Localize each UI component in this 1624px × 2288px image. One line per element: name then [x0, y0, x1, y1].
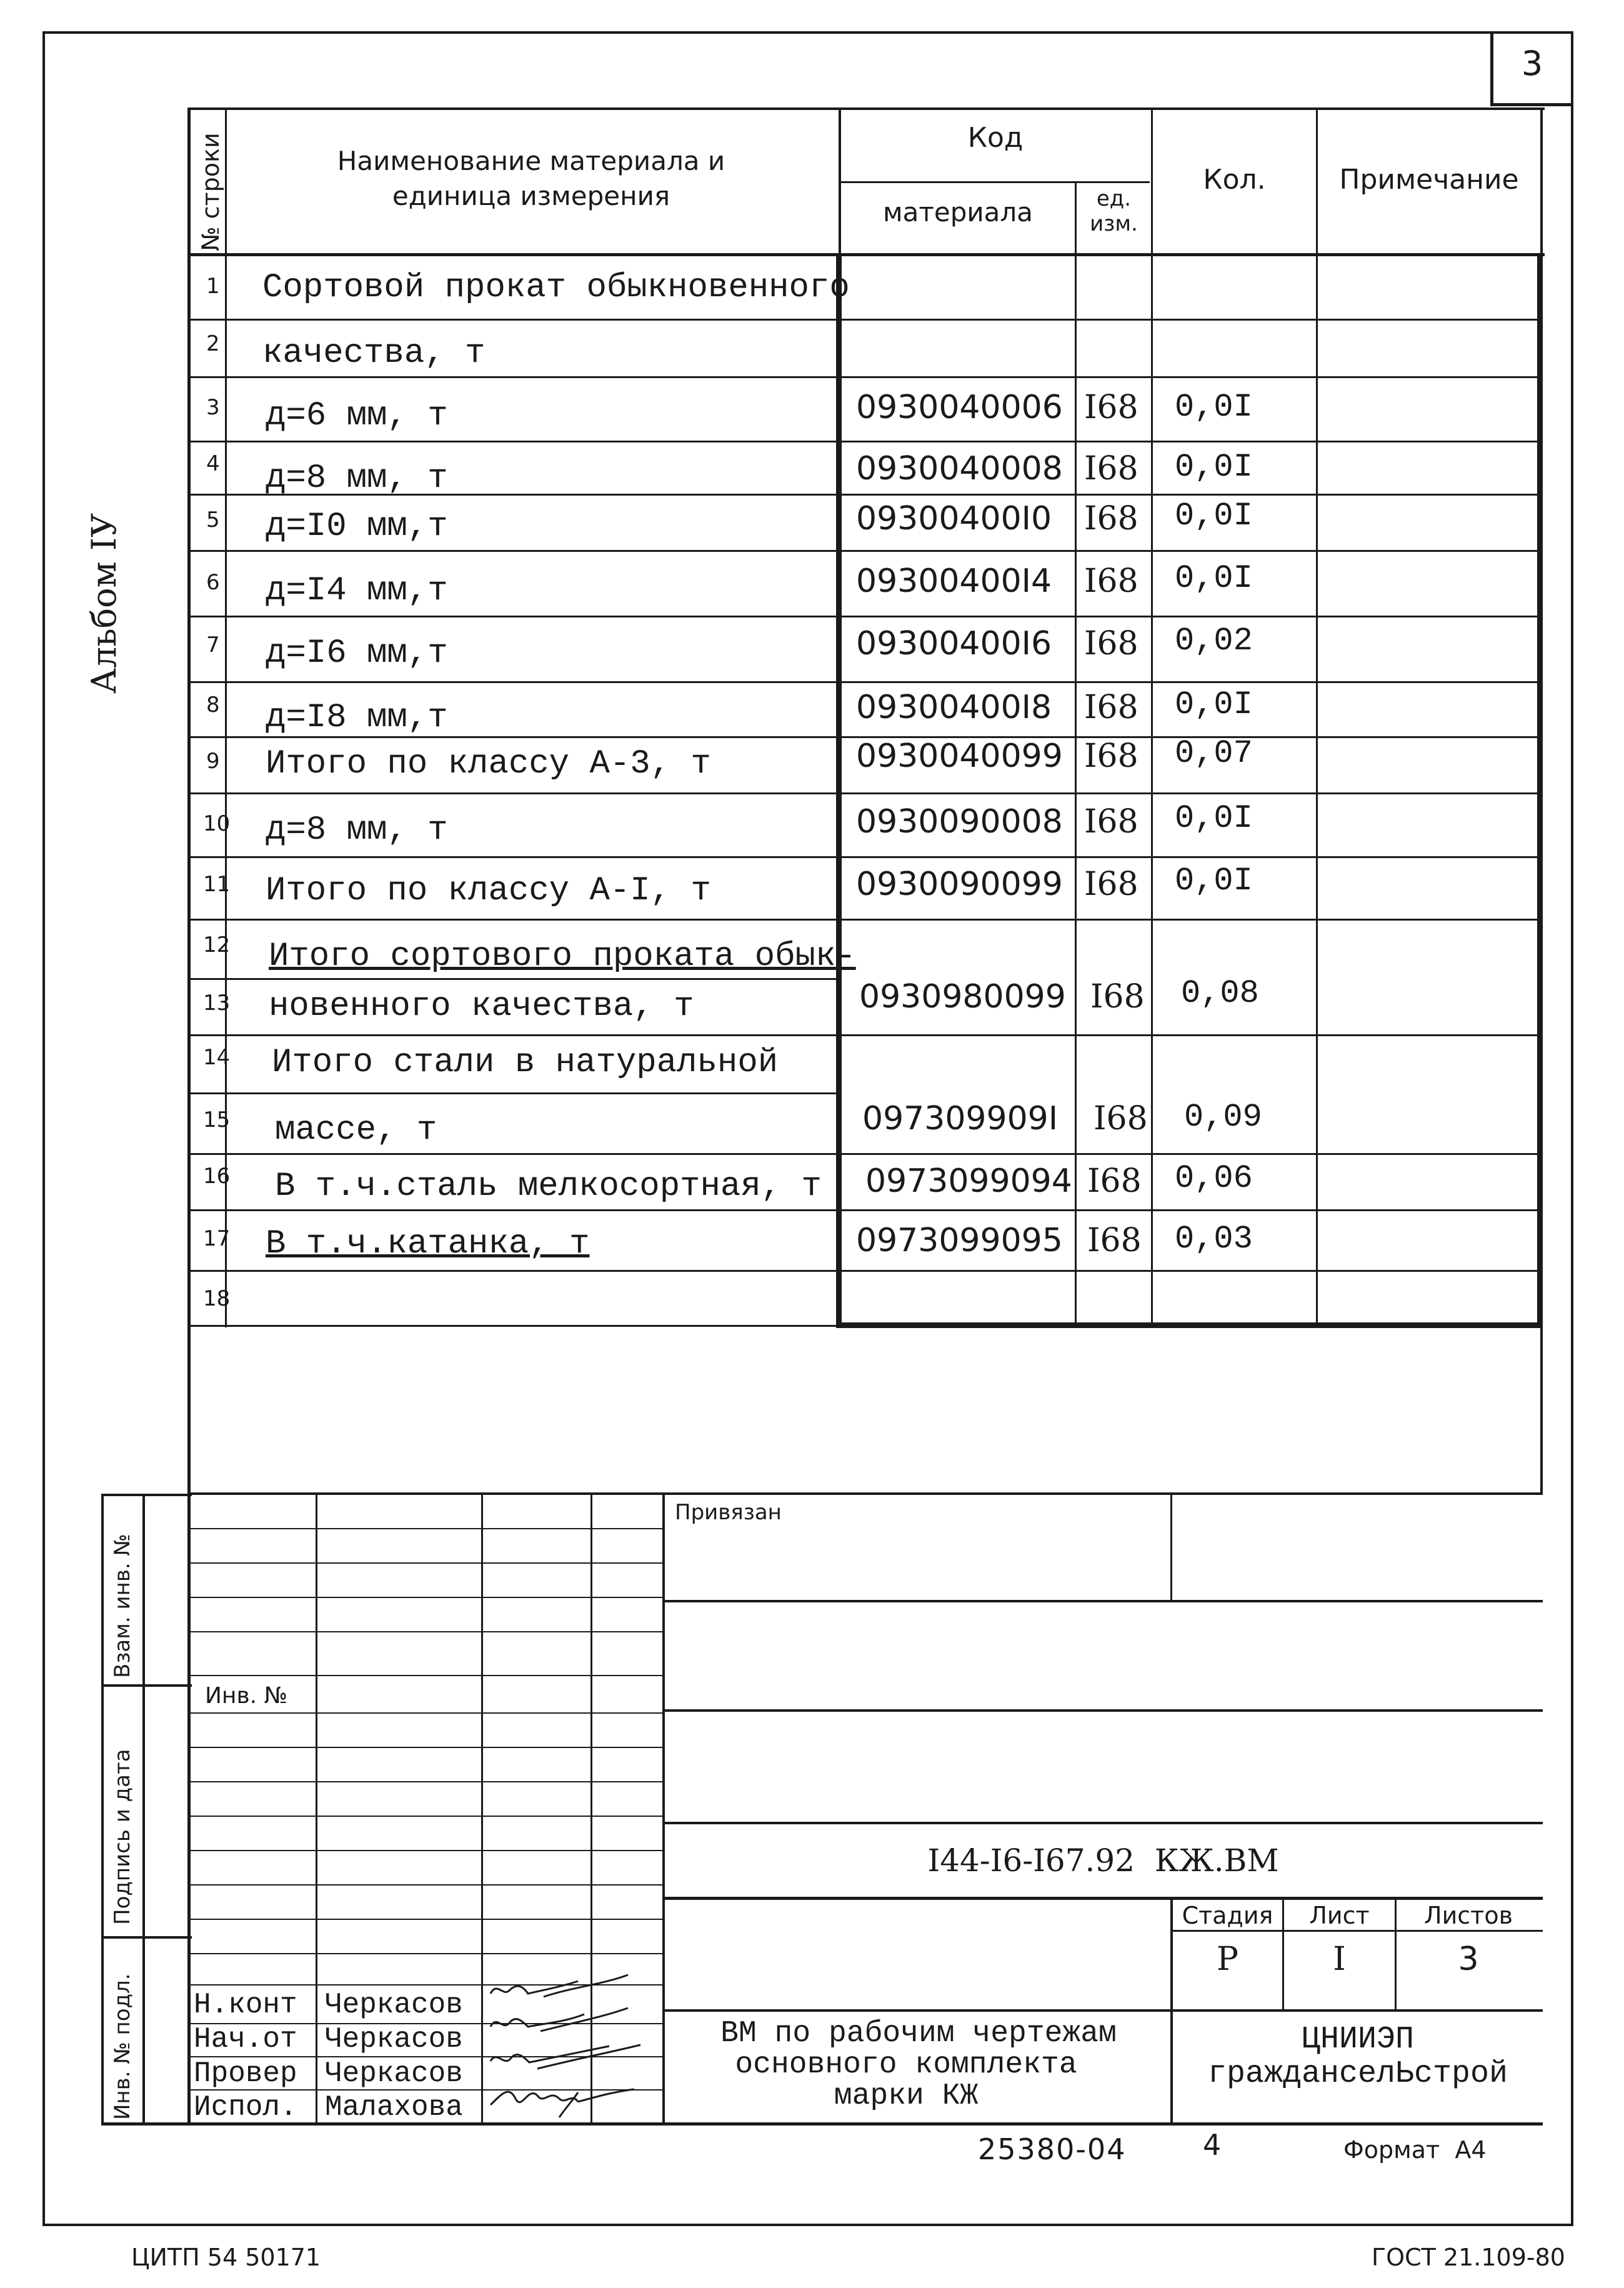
row-number: 17: [203, 1226, 231, 1251]
row-unit: I68: [1090, 978, 1145, 1016]
row-name: д=I6 мм,т: [266, 634, 448, 672]
document-title-line3: марки КЖ: [834, 2079, 979, 2113]
row-name: д=8 мм, т: [266, 811, 448, 849]
row-code: 0930980099: [859, 978, 1066, 1016]
row-number: 6: [206, 570, 220, 595]
title-org-line: [664, 2009, 1543, 2012]
row-name: Итого по классу А-I, т: [266, 872, 711, 910]
stamp-grid-line: [187, 1816, 664, 1817]
stage-header-line: [1170, 1930, 1543, 1932]
row-name: Сортовой прокат обыкновенного: [262, 269, 850, 307]
stamp-band-sep1: [101, 1684, 192, 1687]
frame-right: [1571, 31, 1573, 2225]
row-unit: I68: [1084, 866, 1138, 903]
col-unit-line: [1075, 181, 1077, 1327]
privyazan-label: Привязан: [675, 1500, 782, 1525]
role-nach-ot: Нач.от: [194, 2023, 297, 2056]
row-line: [187, 978, 837, 980]
stamp-band-left: [101, 1494, 104, 2125]
header-material-name: Наименование материала и единица измерения: [337, 146, 725, 211]
header-row-number: № строки: [197, 132, 224, 251]
stamp-grid-line: [187, 1747, 664, 1748]
row-qty: 0,0I: [1175, 497, 1253, 534]
row-name: д=I0 мм,т: [266, 507, 448, 546]
inv-no-label: Инв. №: [201, 1683, 291, 1709]
row-qty: 0,0I: [1175, 862, 1253, 899]
row-code: 0930090008: [856, 803, 1063, 841]
left-code: ЦИТП 54 50171: [131, 2244, 321, 2271]
row-unit: I68: [1087, 1222, 1142, 1259]
col-note-line: [1316, 107, 1318, 1327]
row-name: д=I8 мм,т: [266, 699, 448, 737]
row-line: [187, 1153, 1540, 1155]
header-bottom: [187, 253, 1545, 256]
table-top: [187, 107, 1545, 110]
sheets-label: Листов: [1424, 1902, 1513, 1929]
stamp-area-left: [187, 1327, 191, 2125]
format-label: Формат А4: [1343, 2136, 1487, 2164]
row-line: [187, 1034, 1540, 1036]
row-name: новенного качества, т: [269, 987, 694, 1026]
stamp-grid-line: [187, 1850, 664, 1851]
sheet-number-box-bottom: [1490, 103, 1573, 106]
row-number: 3: [206, 395, 220, 420]
row-unit: I68: [1084, 389, 1138, 426]
row-unit: I68: [1093, 1100, 1148, 1137]
row-number: 14: [203, 1045, 231, 1070]
row-code: 0973099094: [865, 1162, 1072, 1200]
row-number: 15: [203, 1107, 231, 1132]
row-name: массе, т: [275, 1111, 437, 1149]
organization-line1: ЦНИИЭП: [1301, 2022, 1415, 2057]
gost-label: ГОСТ 21.109-80: [1372, 2244, 1565, 2271]
stamp-grid-line: [187, 1675, 664, 1676]
row-number: 7: [206, 632, 220, 657]
stamp-grid-line: [187, 1562, 664, 1564]
col-qty-line: [1151, 107, 1153, 1327]
stamp-top: [187, 1492, 1543, 1495]
row-qty: 0,06: [1175, 1160, 1253, 1197]
data-thick-right: [1537, 253, 1543, 1328]
row-line: [187, 441, 1540, 442]
row-name: Итого по классу А-3, т: [266, 745, 711, 783]
row-number: 11: [203, 872, 231, 897]
designation: I44-I6-I67.92 КЖ.ВМ: [927, 1842, 1279, 1879]
row-qty: 0,0I: [1175, 389, 1253, 426]
header-quantity: Кол.: [1203, 164, 1266, 196]
row-unit: I68: [1084, 500, 1138, 537]
role-ispol: Испол.: [194, 2091, 297, 2124]
table-left: [187, 107, 191, 1327]
data-thick-left: [836, 253, 842, 1328]
row-unit: I68: [1084, 737, 1138, 775]
organization-line2: гражданселЬстрой: [1207, 2056, 1508, 2092]
row-number: 4: [206, 451, 220, 476]
row-code: 09300400I6: [856, 625, 1052, 662]
sheet-value: I: [1333, 1941, 1346, 1978]
copy-number: 4: [1203, 2128, 1222, 2162]
row-line: [187, 681, 1540, 683]
document-title-line1: ВМ по рабочим чертежам: [720, 2017, 1117, 2051]
row-number: 16: [203, 1164, 231, 1189]
row-number: 10: [203, 811, 231, 836]
stamp-grid-line: [187, 1884, 664, 1886]
row-number: 5: [206, 507, 220, 532]
signature-n-kont: [484, 1969, 634, 2006]
row-qty: 0,08: [1181, 975, 1259, 1012]
signature-ispol: [484, 2074, 647, 2124]
row-code: 097309909I: [862, 1100, 1059, 1137]
col-no-line: [225, 107, 227, 1327]
row-qty: 0,02: [1175, 622, 1253, 659]
label-vzam-inv: Взам. инв. №: [110, 1534, 135, 1678]
row-code: 09300400I4: [856, 562, 1052, 600]
row-name: Итого сортового проката обык-: [269, 937, 856, 976]
frame-bottom: [42, 2224, 1573, 2226]
row-line: [187, 792, 1540, 794]
row-unit: I68: [1087, 1162, 1142, 1200]
header-code: Код: [967, 122, 1024, 154]
row-name: В т.ч.катанка, т: [266, 1225, 590, 1263]
name-ispol: Малахова: [325, 2091, 463, 2124]
row-qty: 0,0I: [1175, 800, 1253, 837]
doc-number: 25380-04: [978, 2132, 1127, 2166]
stamp-bottom-line: [101, 2122, 1543, 2126]
stamp-grid-line: [187, 1919, 664, 1920]
label-inv-podl: Инв. № подл.: [110, 1973, 135, 2120]
row-qty: 0,09: [1184, 1099, 1262, 1136]
row-name: д=6 мм, т: [266, 397, 448, 435]
row-number: 9: [206, 749, 220, 774]
row-line: [187, 1270, 1540, 1272]
row-unit: I68: [1084, 625, 1138, 662]
row-line: [187, 550, 1540, 552]
row-qty: 0,07: [1175, 735, 1253, 772]
row-name: д=8 мм, т: [266, 459, 448, 497]
stage-label: Стадия: [1182, 1902, 1273, 1929]
row-number: 13: [203, 991, 231, 1016]
label-podpis-data: Подпись и дата: [110, 1749, 135, 1925]
row-unit: I68: [1084, 562, 1138, 600]
row-number: 12: [203, 932, 231, 957]
stamp-grid-line: [187, 1631, 664, 1632]
sheets-value: 3: [1458, 1941, 1479, 1978]
row-number: 8: [206, 692, 220, 717]
row-code: 0973099095: [856, 1222, 1063, 1259]
signature-nach-ot: [484, 2003, 634, 2041]
row-line: [187, 1209, 1540, 1211]
stamp-col2: [481, 1494, 483, 2124]
header-code-material: материала: [882, 197, 1033, 227]
stamp-mid-line: [664, 1709, 1543, 1712]
stamp-grid-line: [187, 1528, 664, 1529]
privyazan-divider: [1170, 1494, 1172, 1601]
row-line: [187, 919, 1540, 921]
designation-top: [664, 1822, 1543, 1824]
document-title-line2: основного комплекта: [735, 2048, 1077, 2082]
role-prover: Провер: [194, 2057, 297, 2090]
row-unit: I68: [1084, 450, 1138, 487]
stamp-grid-line: [187, 1953, 664, 1954]
row-unit: I68: [1084, 803, 1138, 841]
stage-value: Р: [1217, 1941, 1238, 1978]
row-line: [187, 376, 1540, 378]
row-number: 18: [203, 1286, 231, 1311]
data-thick-bottom: [836, 1322, 1543, 1328]
frame-top: [42, 31, 1573, 34]
name-prover: Черкасов: [325, 2057, 463, 2090]
row-unit: I68: [1084, 689, 1138, 726]
row-line: [187, 1325, 839, 1327]
row-line: [187, 319, 1540, 321]
row-qty: 0,0I: [1175, 560, 1253, 597]
sheet-number: 3: [1521, 44, 1543, 83]
row-line: [187, 616, 1540, 617]
row-number: 1: [206, 274, 220, 299]
header-note: Примечание: [1339, 164, 1519, 196]
stamp-grid-line: [187, 1712, 664, 1714]
row-line: [187, 1092, 837, 1094]
role-n-kont: Н.конт: [194, 1989, 297, 2021]
stamp-col1: [316, 1494, 317, 2124]
row-qty: 0,0I: [1175, 686, 1253, 723]
row-code: 09300400I0: [856, 500, 1052, 537]
row-code: 0930040008: [856, 450, 1063, 487]
row-code: 0930040006: [856, 389, 1063, 426]
row-qty: 0,0I: [1175, 449, 1253, 486]
stamp-band-right: [142, 1494, 145, 2125]
row-name: В т.ч.сталь мелкосортная, т: [275, 1167, 822, 1206]
row-line: [187, 856, 1540, 858]
name-n-kont: Черкасов: [325, 1989, 463, 2021]
stamp-grid-line: [187, 1597, 664, 1598]
name-nach-ot: Черкасов: [325, 2023, 463, 2056]
row-number: 2: [206, 331, 220, 356]
row-name: Итого стали в натуральной: [272, 1044, 779, 1082]
privyazan-bottom: [664, 1600, 1543, 1602]
sheet-label: Лист: [1309, 1902, 1370, 1929]
row-code: 09300400I8: [856, 689, 1052, 726]
album-label: Альбом IУ: [84, 512, 124, 694]
stamp-band-top: [101, 1494, 192, 1496]
stamp-grid-line: [187, 1781, 664, 1782]
frame-left: [42, 31, 45, 2225]
row-name: д=I4 мм,т: [266, 572, 448, 610]
row-name: качества, т: [262, 334, 486, 372]
signature-prover: [484, 2039, 647, 2076]
row-code: 0930040099: [856, 737, 1063, 775]
header-code-unit: ед. изм.: [1090, 186, 1138, 236]
designation-bottom: [664, 1897, 1543, 1900]
stamp-col4: [662, 1494, 665, 2124]
row-qty: 0,03: [1175, 1221, 1253, 1257]
row-code: 0930090099: [856, 866, 1063, 903]
header-code-split: [839, 181, 1150, 183]
